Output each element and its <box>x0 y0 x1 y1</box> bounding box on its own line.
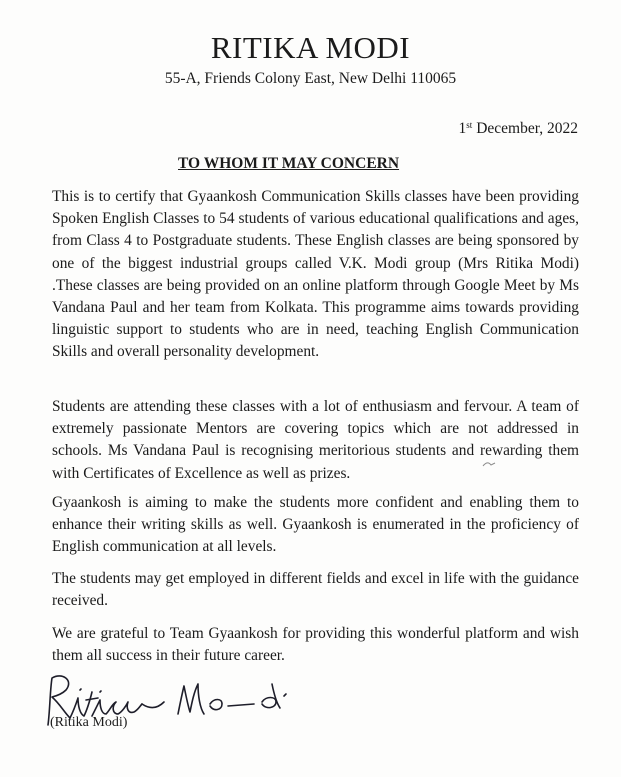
body-paragraph-3: Gyaankosh is aiming to make the students more confident and enabling them to enhance their writing skills as well. Gyaankosh is enumerated in the proficiency of English communication at all levels. <box>52 494 579 556</box>
body-paragraph-1: This is to certify that Gyaankosh Communication Skills classes have been providing Spoken English Classes to 54 students of various educational qualifications and ages, from Class 4 to Postgraduate students. These English classes are being sponsored by one of the biggest industrial groups called V.K. Modi group (Mrs Ritika Modi) .These classes are being provided on an online platform through Google Meet by Ms Vandana Paul and her team from Kolkata. This programme aims towards providing linguistic support to students who are in need, teaching English Communication Skills and overall personality development. <box>52 188 579 361</box>
letterhead-name: RITIKA MODI <box>210 30 411 65</box>
date-suffix: st <box>466 120 473 130</box>
letterhead-address: 55-A, Friends Colony East, New Delhi 110065 <box>164 70 457 87</box>
letter-heading: TO WHOM IT MAY CONCERN <box>178 155 400 172</box>
body-paragraph-4: The students may get employed in different fields and excel in life with the guidance received. <box>52 570 579 610</box>
date-rest: December, 2022 <box>472 120 578 137</box>
body-paragraph-2: Students are attending these classes with a lot of enthusiasm and fervour. A team of extremely passionate Mentors are covering topics which are not addressed in schools. Ms Vandana Paul is recognising meritorious students and rewarding them with Certificates of Excellence as well as prizes. <box>52 398 579 482</box>
signatory-name: (Ritika Modi) <box>50 715 128 730</box>
stray-ink-mark <box>482 460 496 468</box>
letter-date <box>459 120 578 138</box>
body-paragraph-5: We are grateful to Team Gyaankosh for providing this wonderful platform and wish them all success in their future career. <box>52 625 579 665</box>
date-day: 1 <box>458 120 467 137</box>
